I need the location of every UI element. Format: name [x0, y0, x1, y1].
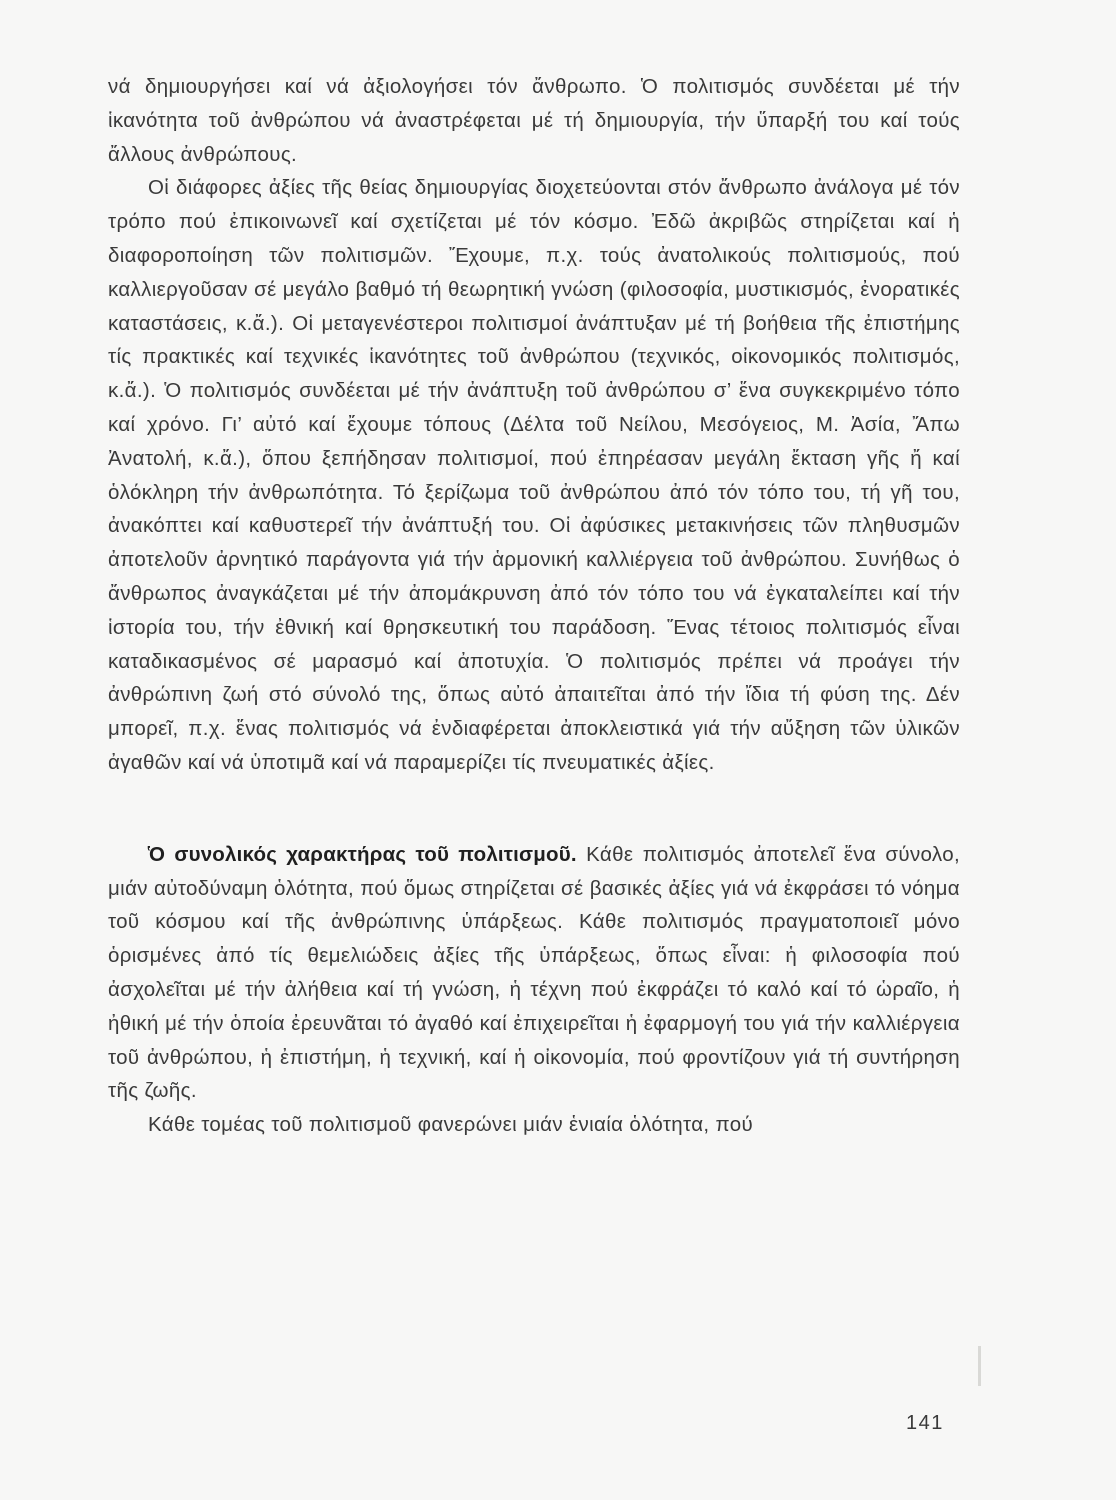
paragraph-civilization-differentiation: Οἱ διάφορες ἀξίες τῆς θείας δημιουργίας διοχετεύονται στόν ἄνθρωπο ἀνάλογα μέ τόν τρόπο πού ἐπικοινωνεῖ καί σχετίζεται μέ τόν κόσμο. Ἐδῶ ἀκριβῶς στηρίζεται καί ἡ διαφοροποίηση τῶν πολιτισμῶν. Ἔχουμε, π.χ. τούς ἀνατολικούς πολιτισμούς, πού καλλιεργοῦσαν σέ μεγάλο βαθμό τή θεωρητική γνώση (φιλοσοφία, μυστικισμός, ἐνορατικές καταστάσεις, κ.ἄ.). Οἱ μεταγενέστεροι πολιτισμοί ἀνάπτυξαν μέ τή βοήθεια τῆς ἐπιστήμης τίς πρακτικές καί τεχνικές ἱκανότητες τοῦ ἀνθρώπου (τεχνικός, οἰκονομικός πολιτισμός, κ.ἄ.). Ὁ πολιτισμός συνδέεται μέ τήν ἀνάπτυξη τοῦ ἀνθρώπου σ’ ἕνα συγκεκριμένο τόπο καί χρόνο. Γι’ αὐτό καί ἔχουμε τόπους (Δέλτα τοῦ Νείλου, Μεσόγειος, Μ. Ἀσία, Ἄπω Ἀνατολή, κ.ἄ.), ὅπου ξεπήδησαν πολιτισμοί, πού ἐπηρέασαν μεγάλη ἔκταση γῆς ἤ καί ὁλόκληρη τήν ἀνθρωπότητα. Τό ξερίζωμα τοῦ ἀνθρώπου ἀπό τόν τόπο του, τή γῆ του, ἀνακόπτει καί καθυστερεῖ τήν ἀνάπτυξή του. Οἱ ἀφύσικες μετακινήσεις τῶν πληθυσμῶν ἀποτελοῦν ἀρνητικό παράγοντα γιά τήν ἁρμονική καλλιέργεια τοῦ ἀνθρώπου. Συνήθως ὁ ἄνθρωπος ἀναγκάζεται μέ τήν ἀπομάκρυνση ἀπό τόν τόπο του νά ἐγκαταλείπει καί τήν ἱστορία του, τήν ἐθνική καί θρησκευτική του παράδοση. Ἕνας τέτοιος πολιτισμός εἶναι καταδικασμένος σέ μαρασμό καί ἀποτυχία. Ὁ πολιτισμός πρέπει νά προάγει τήν ἀνθρώπινη ζωή στό σύνολό της, ὅπως αὐτό ἀπαιτεῖται ἀπό τήν ἴδια τή φύση της. Δέν μπορεῖ, π.χ. ἕνας πολιτισμός νά ἐνδιαφέρεται ἀποκλειστικά γιά τήν αὔξηση τῶν ὑλικῶν ἀγαθῶν καί νά ὑποτιμᾶ καί νά παραμερίζει τίς πνευματικές ἀξίες. [108, 176, 960, 774]
paragraph-section-continued: Κάθε τομέας τοῦ πολιτισμοῦ φανερώνει μιάν ἑνιαία ὁλότητα, πού [148, 1113, 754, 1137]
section-intro-text: Κάθε πολιτισμός ἀποτελεῖ ἕνα σύνολο, μιάν αὐτοδύναμη ὁλότητα, πού ὅμως στηρίζεται σέ βασικές ἀξίες γιά νά ἐκφράσει τό νόημα τοῦ κόσμου καί τῆς ἀνθρώπινης ὑπάρξεως. Κάθε πολιτισμός πραγματοποιεῖ μόνο ὁρισμένες ἀπό τίς θεμελιώδεις ἀξίες τῆς ὑπάρξεως, ὅπως εἶναι: ἡ φιλοσοφία πού ἀσχολεῖται μέ τήν ἀλήθεια καί τή γνώση, ἡ τέχνη πού ἐκφράζει τό καλό καί τό ὡραῖο, ἡ ἠθική μέ τήν ὁποία ἐρευνᾶται τό ἀγαθό καί ἐπιχειρεῖται ἡ ἐφαρμογή του γιά τήν καλλιέργεια τοῦ ἀνθρώπου, ἡ ἐπιστήμη, ἡ τεχνική, καί ἡ οἰκονομία, πού φροντίζουν γιά τή συντήρηση τῆς ζωῆς. [108, 842, 960, 1103]
page-body [108, 70, 960, 1142]
page-edge-mark [978, 1346, 981, 1386]
section-spacer [108, 780, 960, 838]
paragraph-continuation: νά δημιουργήσει καί νά ἀξιολογήσει τόν ἄνθρωπο. Ὁ πολιτισμός συνδέεται μέ τήν ἱκανότητα τοῦ ἀνθρώπου νά ἀναστρέφεται μέ τή δημιουργία, τήν ὕπαρξή του καί τούς ἄλλους ἀνθρώπους. [108, 75, 960, 166]
section-heading: Ὁ συνολικός χαρακτήρας τοῦ πολιτισμοῦ. [148, 842, 577, 866]
paragraph-section-intro [108, 838, 960, 1108]
page-number: 141 [906, 1412, 944, 1434]
